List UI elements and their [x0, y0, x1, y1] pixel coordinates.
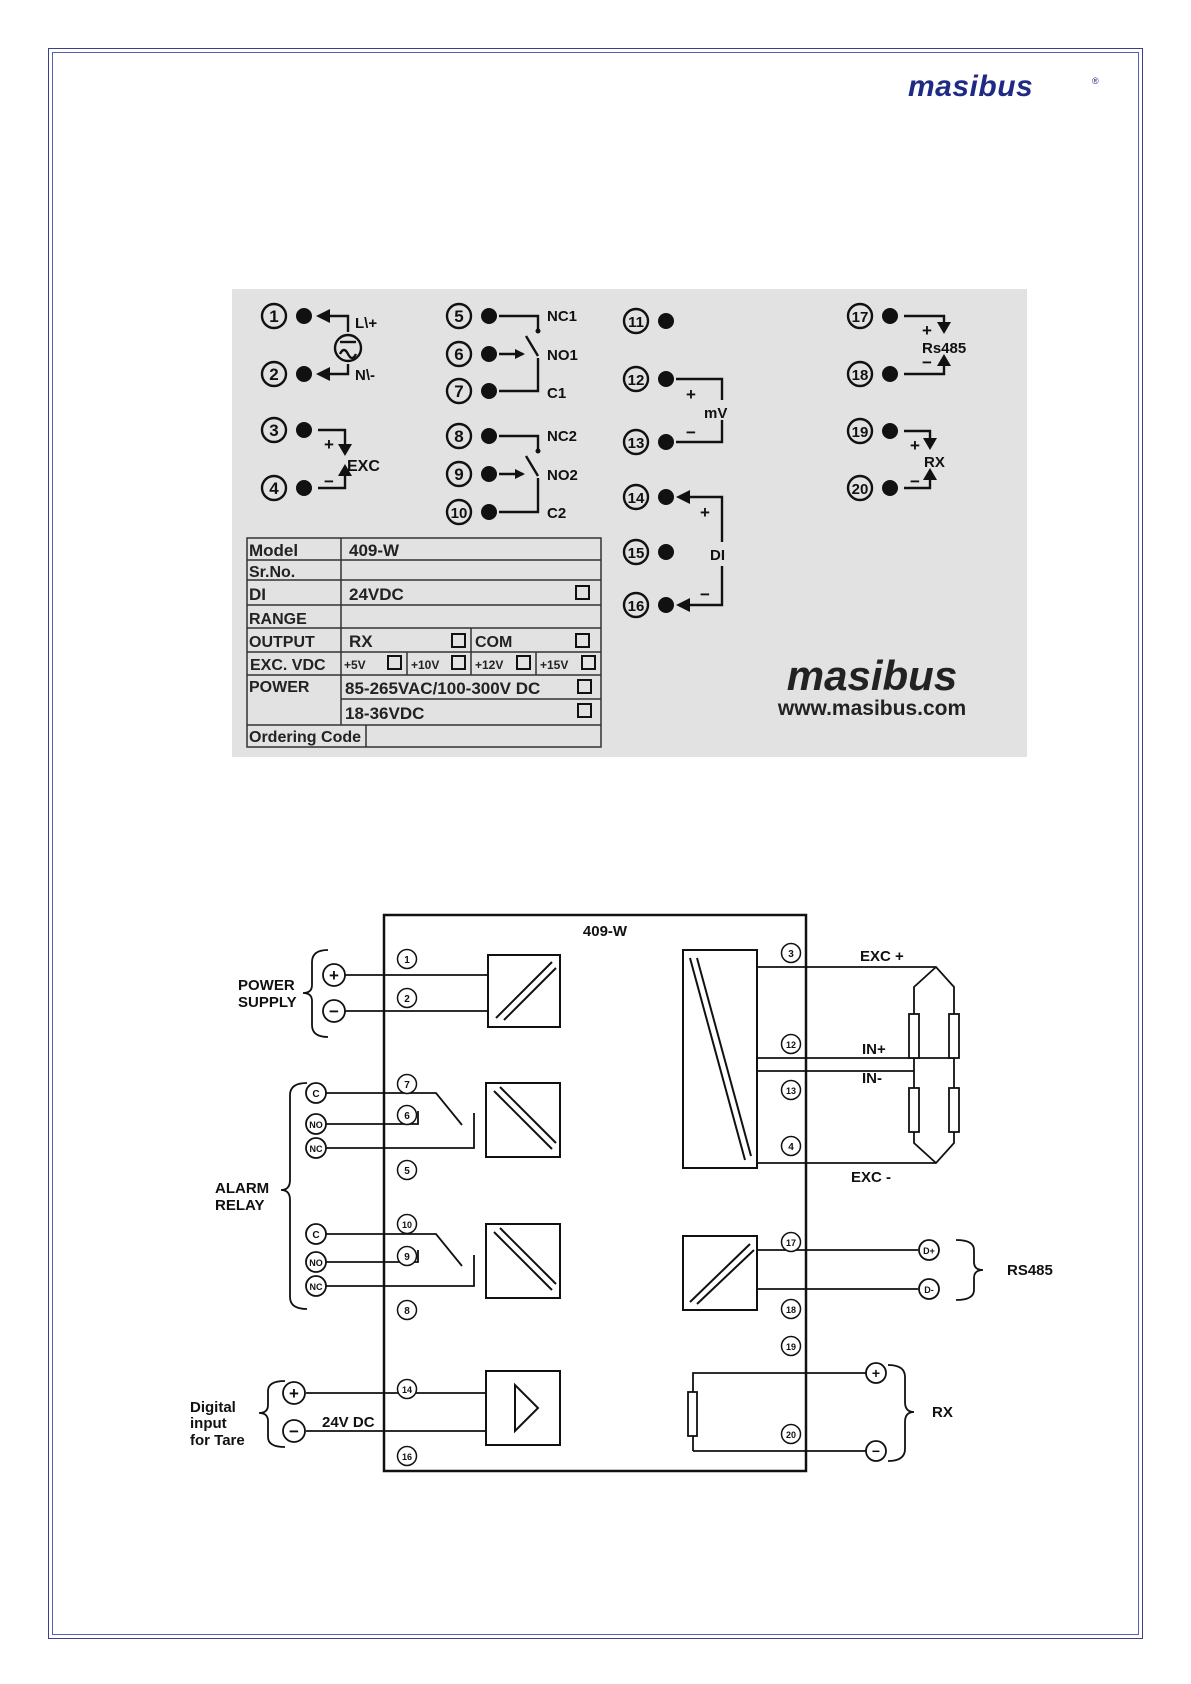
module-terminal-16: 16 — [401, 1452, 413, 1462]
label-di-plus: + — [700, 503, 710, 522]
label-terminal-17: 17 — [851, 309, 869, 326]
label-exc-minus: − — [324, 472, 334, 491]
label-website: www.masibus.com — [777, 697, 967, 720]
label-terminal-19: 19 — [851, 424, 869, 441]
label-terminal-8: 8 — [454, 427, 464, 446]
label-terminal-11: 11 — [628, 314, 644, 331]
rs485-dplus-terminal: D+ — [923, 1246, 935, 1256]
table-power-label: POWER — [249, 679, 310, 696]
module-terminal-5: 5 — [404, 1166, 410, 1177]
digital-input-label-3: for Tare — [190, 1432, 245, 1449]
in-minus-label: IN- — [862, 1070, 882, 1087]
exc-minus-label: EXC - — [851, 1169, 892, 1186]
label-di: DI — [710, 547, 725, 564]
label-terminal-7: 7 — [454, 382, 464, 401]
label-rs485: Rs485 — [922, 340, 967, 357]
header-logo: masibus — [908, 70, 1034, 103]
module-model: 409-W — [582, 923, 628, 940]
relay1-c-terminal: C — [312, 1089, 320, 1100]
label-mv-plus: + — [686, 385, 696, 404]
label-no1: NO1 — [547, 347, 578, 364]
label-terminal-9: 9 — [454, 465, 464, 484]
module-terminal-12: 12 — [785, 1040, 797, 1050]
label-di-minus: − — [700, 585, 710, 604]
label-nc1: NC1 — [547, 308, 578, 325]
table-output-rx: RX — [349, 632, 373, 651]
relay1-no-terminal: NO — [309, 1120, 323, 1130]
module-terminal-6: 6 — [404, 1111, 410, 1122]
label-nc2: NC2 — [547, 428, 578, 445]
power-supply-label-2: SUPPLY — [238, 994, 297, 1011]
table-exc-12v: +12V — [475, 658, 504, 672]
label-terminal-6: 6 — [454, 345, 464, 364]
label-brand: masibus — [786, 652, 958, 699]
wiring-diagram — [0, 880, 1191, 1500]
relay1-nc-terminal: NC — [309, 1144, 323, 1154]
table-exc-5v: +5V — [344, 658, 366, 672]
label-power-l: L\+ — [355, 315, 378, 332]
label-terminal-12: 12 — [627, 372, 645, 389]
module-terminal-19: 19 — [785, 1342, 797, 1352]
label-terminal-13: 13 — [627, 435, 645, 452]
module-terminal-18: 18 — [785, 1305, 797, 1315]
label-rx-minus: − — [910, 472, 920, 491]
label-no2: NO2 — [547, 467, 578, 484]
header-logo-registered-mark: ® — [1092, 76, 1099, 86]
module-terminal-13: 13 — [785, 1086, 797, 1096]
rs485-label: RS485 — [1007, 1262, 1053, 1279]
di-minus-terminal: − — [289, 1422, 299, 1441]
module-terminal-9: 9 — [404, 1252, 410, 1263]
power-plus-terminal: + — [329, 966, 339, 985]
rx-label: RX — [932, 1404, 953, 1421]
module-terminal-1: 1 — [404, 955, 410, 966]
alarm-relay-label-1: ALARM — [215, 1180, 270, 1197]
relay2-nc-terminal: NC — [309, 1282, 323, 1292]
module-terminal-17: 17 — [785, 1238, 797, 1248]
power-supply-label-1: POWER — [238, 977, 295, 994]
label-mv-minus: − — [686, 423, 696, 442]
digital-input-label-1: Digital — [190, 1399, 236, 1416]
label-terminal-18: 18 — [851, 367, 869, 384]
table-ordering-label: Ordering Code — [249, 729, 362, 746]
dc-24v-label: 24V DC — [322, 1414, 375, 1431]
module-terminal-20: 20 — [785, 1430, 797, 1440]
label-terminal-15: 15 — [627, 545, 645, 562]
table-di-label: DI — [249, 585, 266, 604]
digital-input-label-2: input — [190, 1415, 227, 1432]
rx-minus-terminal: − — [871, 1443, 881, 1459]
table-srno-label: Sr.No. — [249, 564, 296, 581]
label-terminal-20: 20 — [851, 481, 869, 498]
table-power-2: 18-36VDC — [345, 704, 425, 723]
table-model-value: 409-W — [349, 541, 400, 560]
di-plus-terminal: + — [289, 1384, 299, 1403]
label-rx-plus: + — [910, 436, 920, 455]
table-power-1: 85-265VAC/100-300V DC — [345, 679, 541, 698]
module-terminal-3: 3 — [788, 949, 794, 960]
label-rs485-plus: + — [922, 321, 932, 340]
label-c2: C2 — [547, 505, 567, 522]
module-terminal-2: 2 — [404, 994, 410, 1005]
label-terminal-4: 4 — [269, 479, 279, 498]
table-exc-15v: +15V — [540, 658, 569, 672]
table-di-value: 24VDC — [349, 585, 404, 604]
label-exc: EXC — [347, 458, 380, 475]
in-plus-label: IN+ — [862, 1041, 886, 1058]
table-exc-10v: +10V — [411, 658, 440, 672]
label-power-n: N\- — [355, 367, 375, 384]
table-range-label: RANGE — [249, 611, 307, 628]
label-terminal-5: 5 — [454, 307, 464, 326]
label-terminal-2: 2 — [269, 365, 279, 384]
rs485-dminus-terminal: D- — [924, 1285, 934, 1295]
exc-plus-label: EXC + — [860, 948, 904, 965]
label-terminal-16: 16 — [627, 598, 645, 615]
label-exc-plus: + — [324, 435, 334, 454]
label-terminal-3: 3 — [269, 421, 279, 440]
relay2-c-terminal: C — [312, 1230, 320, 1241]
table-exc-label: EXC. VDC — [250, 657, 326, 674]
module-terminal-8: 8 — [404, 1306, 410, 1317]
label-terminal-14: 14 — [627, 490, 645, 507]
label-c1: C1 — [547, 385, 567, 402]
relay2-no-terminal: NO — [309, 1258, 323, 1268]
label-rx: RX — [924, 454, 945, 471]
module-terminal-10: 10 — [401, 1220, 413, 1230]
digital-input-block — [486, 1371, 560, 1445]
rx-plus-terminal: + — [871, 1365, 881, 1381]
label-terminal-1: 1 — [269, 307, 279, 326]
table-output-com: COM — [475, 634, 513, 651]
alarm-relay-label-2: RELAY — [215, 1197, 265, 1214]
table-output-label: OUTPUT — [249, 634, 315, 651]
label-mv: mV — [704, 405, 728, 422]
module-terminal-7: 7 — [404, 1080, 410, 1091]
label-rs485-minus: − — [922, 353, 932, 372]
table-model-label: Model — [249, 541, 299, 560]
terminal-label-diagram — [0, 0, 1191, 800]
module-terminal-14: 14 — [401, 1385, 413, 1395]
module-terminal-4: 4 — [788, 1142, 794, 1153]
power-minus-terminal: − — [329, 1002, 339, 1021]
label-terminal-10: 10 — [450, 505, 468, 522]
